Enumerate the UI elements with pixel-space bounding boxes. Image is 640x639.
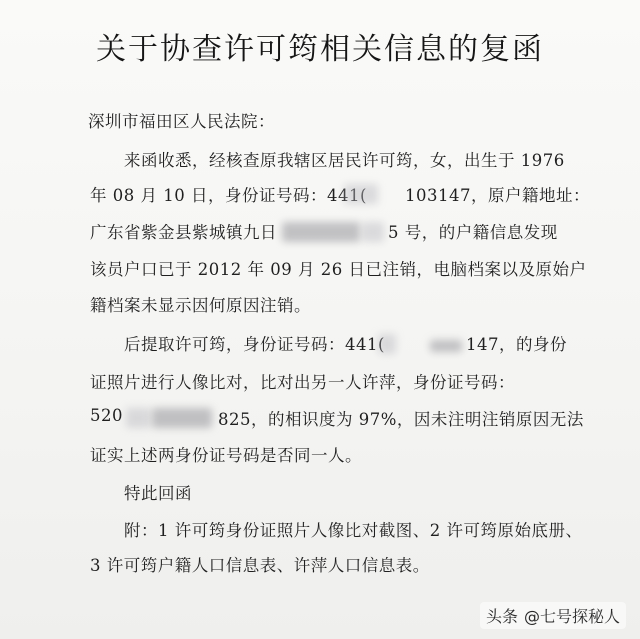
body-line-8: 520 — [90, 406, 123, 425]
body-line-2: 年 08 月 10 日，身份证号码：441( — [90, 186, 367, 205]
body-line-8b: 825，的相识度为 97%，因未注明注销原因无法 — [218, 410, 584, 429]
id-prefix-2: 441( — [345, 335, 385, 354]
body-line-6: 后提取许可筠，身份证号码：441( — [124, 335, 385, 354]
watermark-account: @七号探秘人 — [523, 607, 620, 626]
body-line-7: 证照片进行人像比对，比对出另一人许萍，身份证号码： — [90, 373, 515, 392]
body-line-5: 籍档案未显示因何原因注销。 — [90, 296, 311, 315]
body-line-9: 证实上述两身份证号码是否同一人。 — [90, 446, 362, 465]
redaction-4b — [152, 408, 212, 428]
body-line-3b: 5 号，的户籍信息发现 — [388, 223, 558, 242]
body-line-2b: 103147，原户籍地址： — [405, 186, 590, 205]
attachment-line-1: 附：1 许可筠身份证照片人像比对截图、2 许可筠原始底册、 — [124, 521, 583, 540]
redaction-3b — [430, 340, 462, 352]
body-line-1: 来函收悉，经核查原我辖区居民许可筠，女，出生于 1976 — [124, 151, 565, 170]
redaction-2b — [362, 222, 384, 242]
closing: 特此回函 — [124, 484, 192, 503]
redaction-3 — [378, 334, 396, 354]
watermark-platform: 头条 — [485, 607, 518, 626]
redaction-2 — [282, 222, 360, 242]
body-line-3: 广东省紫金县紫城镇九日 — [90, 223, 277, 242]
attachment-line-2: 3 许可筠户籍人口信息表、许萍人口信息表。 — [90, 556, 430, 575]
watermark — [480, 602, 626, 629]
body-line-4: 该员户口已于 2012 年 09 月 26 日已注销，电脑档案以及原始户 — [90, 260, 587, 279]
document-title: 关于协查许可筠相关信息的复函 — [96, 32, 544, 67]
id-prefix-1: 441( — [326, 186, 367, 205]
redaction-4 — [126, 408, 150, 428]
addressee: 深圳市福田区人民法院： — [88, 112, 275, 131]
body-line-6b: 147，的身份 — [466, 335, 567, 354]
redaction-1 — [344, 184, 378, 204]
